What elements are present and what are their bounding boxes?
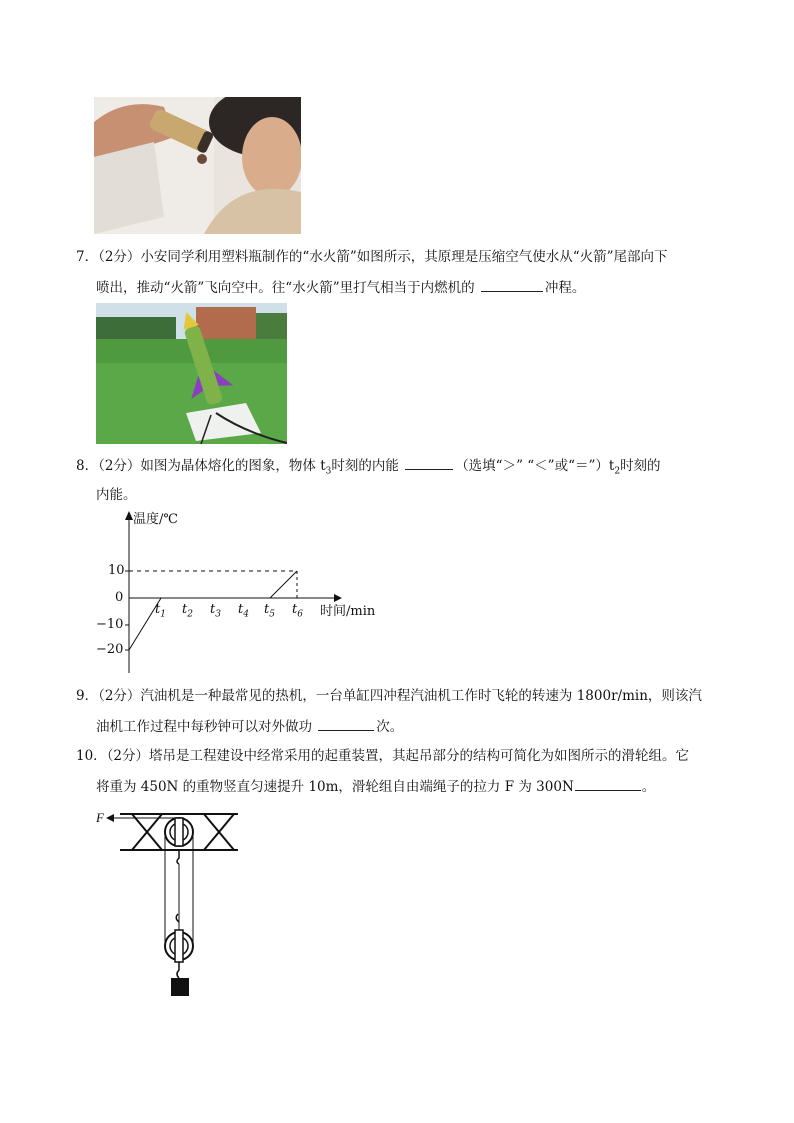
- melting-graph: [90, 508, 390, 678]
- q10-line1: 10．（2分）塔吊是工程建设中经常采用的起重装置，其起吊部分的结构可简化为如图所示的滑轮组。它: [76, 748, 690, 764]
- water-rocket-photo: [96, 303, 287, 444]
- xtick-t6: $t_6$: [292, 602, 303, 620]
- x-axis-label: 时间/min: [320, 604, 376, 619]
- q7-number: 7．: [76, 249, 99, 265]
- ytick-0: 0: [115, 590, 124, 605]
- q8-answer-blank[interactable]: [405, 455, 453, 470]
- q8-number: 8．: [76, 458, 99, 474]
- q7-answer-blank[interactable]: [481, 277, 543, 292]
- force-label: F: [96, 810, 104, 825]
- fixed-pulley: [165, 818, 193, 846]
- q10-answer-blank[interactable]: [575, 776, 641, 791]
- xtick-t1: $t_1$: [155, 602, 166, 620]
- movable-pulley: [165, 914, 193, 962]
- q9-number: 9．: [76, 688, 99, 704]
- moxibustion-photo: [94, 97, 301, 234]
- q8-line1: 8．（2分）如图为晶体熔化的图象，物体 $t_3$时刻的内能 （选填“＞” “＜”或“$=”)t_2$时刻的: [76, 455, 661, 482]
- q9-line1: 9．（2分）汽油机是一种最常见的热机，一台单缸四冲程汽油机工作时飞轮的转速为 1800r/min，则该汽: [76, 688, 702, 704]
- weight-block: [171, 978, 189, 996]
- xtick-t2: $t_2$: [182, 602, 193, 620]
- ytick-10: 10: [108, 563, 125, 578]
- q7-line2: 喷出，推动“火箭”飞向空中。往“水火箭”里打气相当于内燃机的 冲程。: [96, 277, 585, 298]
- q7-line1: 7．（2分）小安同学利用塑料瓶制作的“水火箭”如图所示，其原理是压缩空气使水从“火箭”尾部向下: [76, 249, 668, 265]
- pulley-figure: [92, 806, 252, 1001]
- xtick-t3: $t_3$: [210, 602, 221, 620]
- xtick-t4: $t_4$: [238, 602, 249, 620]
- q8-line2: 内能。: [96, 487, 137, 503]
- ytick-minus10: −10: [96, 617, 124, 632]
- xtick-t5: $t_5$: [264, 602, 275, 620]
- q10-number: 10．: [76, 748, 107, 764]
- y-axis-label: 温度/℃: [133, 512, 178, 527]
- q9-answer-blank[interactable]: [318, 716, 374, 731]
- q10-line2: 将重为 450N 的重物竖直匀速提升 10m，滑轮组自由端绳子的拉力 F 为 300N 。: [96, 776, 655, 797]
- q9-line2: 油机工作过程中每秒钟可以对外做功 次。: [96, 716, 403, 737]
- ytick-minus20: −20: [96, 642, 124, 657]
